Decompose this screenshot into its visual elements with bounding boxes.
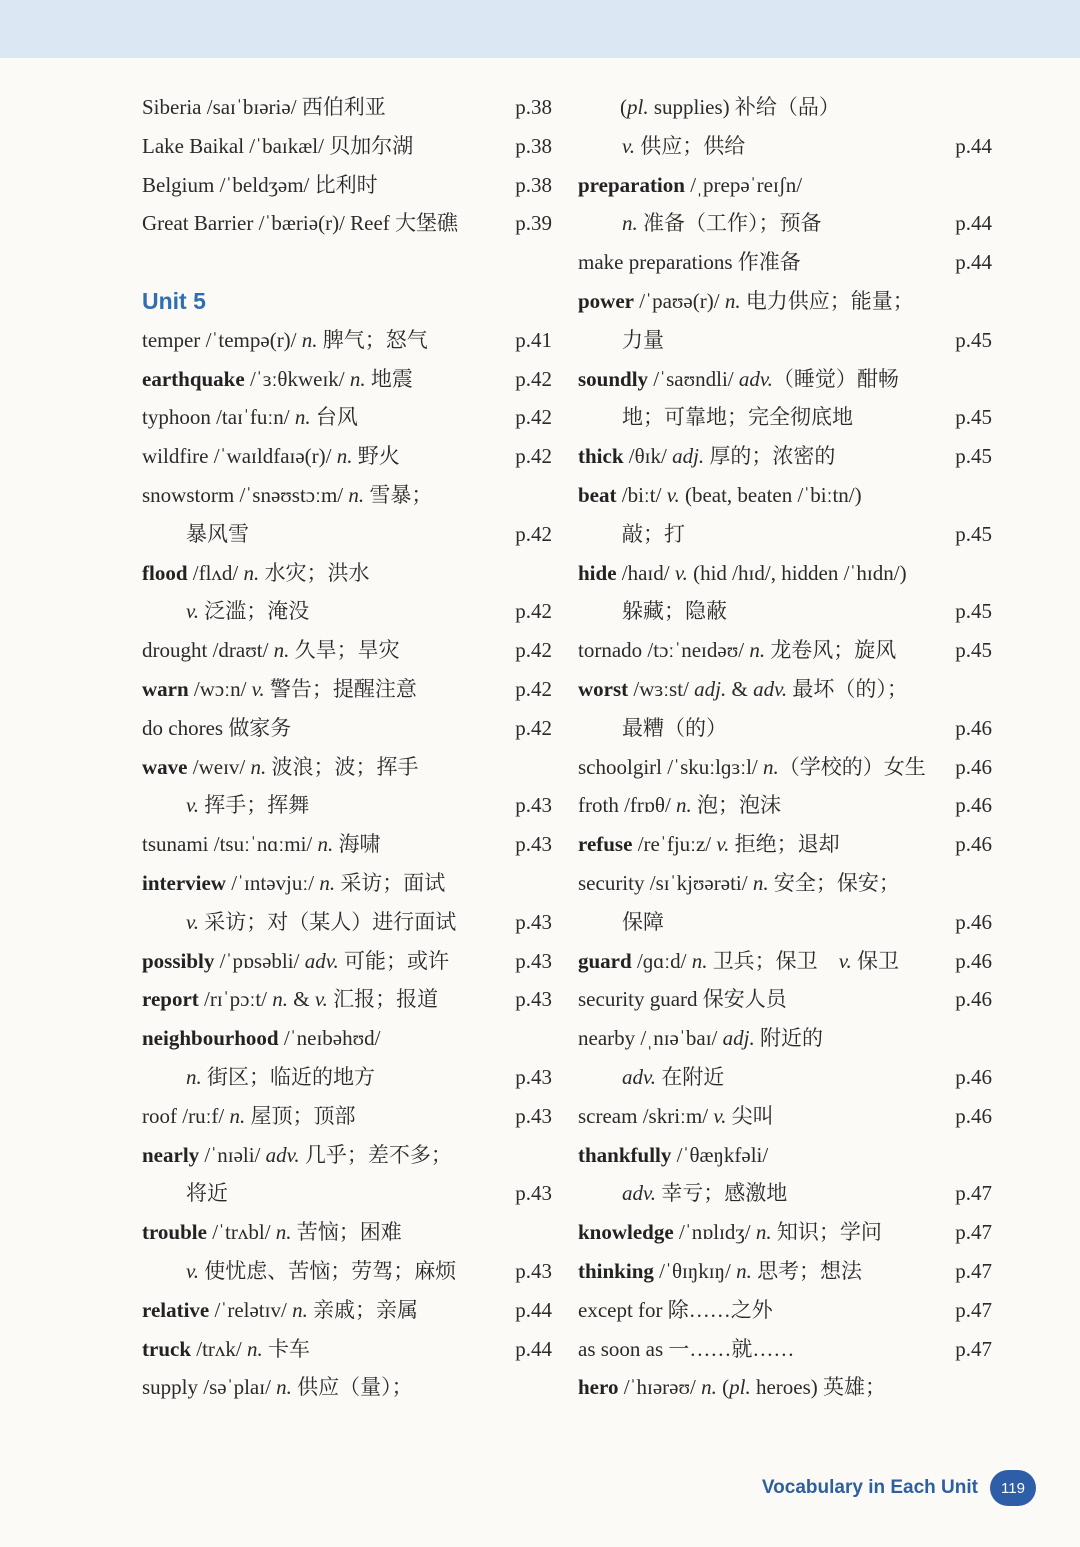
page-reference: p.45 — [955, 327, 992, 352]
vocab-line — [142, 864, 552, 903]
vocab-line — [578, 127, 992, 166]
vocab-entry-text: security /sɪˈkjʊərəti/ n. 安全；保安； — [578, 870, 900, 895]
headword: preparation — [578, 172, 685, 197]
page-reference: p.43 — [515, 909, 552, 934]
vocab-entry-text: 躲藏；隐蔽 — [622, 599, 727, 624]
vocab-line — [578, 88, 992, 127]
headword: supply — [142, 1375, 199, 1400]
page-reference: p.44 — [955, 250, 992, 275]
headword: earthquake — [142, 366, 245, 391]
vocab-line — [578, 204, 992, 243]
vocab-line — [142, 204, 552, 243]
headword: nearly — [142, 1142, 200, 1167]
headword: schoolgirl — [578, 754, 662, 779]
vocab-line — [578, 1291, 992, 1330]
vocab-line — [578, 476, 992, 515]
page-reference: p.47 — [955, 1181, 992, 1206]
vocab-entry-text: Siberia /saɪˈbɪəriə/ 西伯利亚 — [142, 95, 386, 119]
vocab-entry-text: soundly /ˈsaʊndli/ adv.（睡觉）酣畅 — [578, 366, 899, 391]
vocab-line — [578, 515, 992, 554]
vocab-line — [142, 1291, 552, 1330]
vocab-line — [142, 1174, 552, 1213]
headword: do chores — [142, 715, 224, 740]
vocab-entry-text: wave /weɪv/ n. 波浪；波；挥手 — [142, 754, 419, 779]
vocab-entry-text: report /rɪˈpɔːt/ n. & v. 汇报；报道 — [142, 987, 439, 1012]
vocab-line — [578, 709, 992, 748]
headword: thinking — [578, 1258, 654, 1283]
page-reference: p.42 — [515, 676, 552, 701]
vocab-entry-text: flood /flʌd/ n. 水灾；洪水 — [142, 560, 370, 585]
vocab-entry-text: adv. 在附近 — [622, 1064, 725, 1089]
page-reference: p.39 — [515, 211, 552, 236]
vocab-entry-text: except for 除……之外 — [578, 1297, 773, 1322]
vocab-entry-text: earthquake /ˈɜːθkweɪk/ n. 地震 — [142, 366, 413, 391]
vocab-entry-text: interview /ˈɪntəvjuː/ n. 采访；面试 — [142, 870, 446, 895]
headword: hide — [578, 560, 617, 585]
page-reference: p.42 — [515, 405, 552, 430]
top-color-band — [0, 0, 1080, 58]
vocab-line — [142, 1097, 552, 1136]
vocab-entry-text: hide /haɪd/ v. (hid /hɪd/, hidden /ˈhɪdn/) — [578, 560, 907, 585]
vocab-entry-text: snowstorm /ˈsnəʊstɔːm/ n. 雪暴； — [142, 482, 433, 507]
page-reference: p.46 — [955, 948, 992, 973]
headword: refuse — [578, 832, 633, 857]
headword: froth — [578, 793, 619, 818]
vocab-entry-text: 暴风雪 — [186, 521, 249, 546]
vocab-entry-text: v. 挥手；挥舞 — [186, 793, 310, 818]
vocab-line — [142, 88, 552, 127]
vocab-entry-text: neighbourhood /ˈneɪbəhʊd/ — [142, 1026, 381, 1051]
headword: soundly — [578, 366, 649, 391]
vocab-line — [578, 592, 992, 631]
vocab-line — [142, 825, 552, 864]
page-reference: p.46 — [955, 987, 992, 1012]
vocab-line — [578, 1368, 992, 1407]
vocab-line — [578, 980, 992, 1019]
page-reference: p.43 — [515, 1181, 552, 1206]
vocab-line — [578, 360, 992, 399]
vocab-entry-text: n. 街区；临近的地方 — [186, 1064, 375, 1089]
vocab-entry-text: tsunami /tsuːˈnɑːmi/ n. 海啸 — [142, 832, 381, 857]
headword: report — [142, 987, 199, 1012]
vocab-entry-text: v. 供应；供给 — [622, 133, 746, 158]
vocab-line — [578, 1252, 992, 1291]
page-reference: p.46 — [955, 1064, 992, 1089]
vocab-line — [578, 825, 992, 864]
vocab-line — [578, 1330, 992, 1369]
vocab-entry-text: 敲；打 — [622, 521, 685, 546]
vocab-line — [578, 321, 992, 360]
page-reference: p.47 — [955, 1258, 992, 1283]
page-reference: p.44 — [955, 133, 992, 158]
headword: scream — [578, 1103, 638, 1128]
page-reference: p.46 — [955, 754, 992, 779]
vocab-line — [142, 554, 552, 593]
vocab-entry-text: thankfully /ˈθæŋkfəli/ — [578, 1142, 769, 1167]
page-reference: p.47 — [955, 1297, 992, 1322]
vocab-entry-text: thinking /ˈθɪŋkɪŋ/ n. 思考；想法 — [578, 1258, 863, 1283]
headword: snowstorm — [142, 482, 235, 507]
headword: wave — [142, 754, 188, 779]
page-reference: p.42 — [515, 521, 552, 546]
headword: guard — [578, 948, 632, 973]
vocab-line — [142, 980, 552, 1019]
vocab-line — [142, 1368, 552, 1407]
vocab-line — [578, 631, 992, 670]
spacer — [142, 243, 552, 282]
page-reference: p.45 — [955, 638, 992, 663]
headword: possibly — [142, 948, 215, 973]
page-footer — [762, 1468, 1036, 1508]
vocab-line — [142, 127, 552, 166]
vocab-entry-text: beat /biːt/ v. (beat, beaten /ˈbiːtn/) — [578, 482, 862, 507]
vocab-entry-text: nearly /ˈnɪəli/ adv. 几乎；差不多； — [142, 1142, 452, 1167]
vocab-line — [142, 942, 552, 981]
page-reference: p.38 — [515, 172, 552, 197]
vocab-entry-text: v. 泛滥；淹没 — [186, 599, 310, 624]
vocab-line — [142, 670, 552, 709]
vocab-line — [142, 1136, 552, 1175]
vocab-entry-text: refuse /reˈfjuːz/ v. 拒绝；退却 — [578, 832, 840, 857]
vocab-line — [142, 360, 552, 399]
vocab-entry-text: relative /ˈrelətɪv/ n. 亲戚；亲属 — [142, 1297, 419, 1322]
vocab-line — [578, 398, 992, 437]
vocab-entry-text: n. 准备（工作）；预备 — [622, 211, 822, 236]
headword: except for — [578, 1297, 663, 1322]
vocab-line — [142, 786, 552, 825]
vocab-entry-text: tornado /tɔːˈneɪdəʊ/ n. 龙卷风；旋风 — [578, 638, 897, 663]
unit-heading — [142, 282, 552, 321]
page-reference: p.46 — [955, 909, 992, 934]
vocab-line — [142, 166, 552, 205]
headword: make preparations — [578, 250, 733, 275]
vocab-entry-text: preparation /ˌprepəˈreɪʃn/ — [578, 172, 803, 197]
headword: drought — [142, 638, 208, 663]
page-reference: p.45 — [955, 521, 992, 546]
vocab-line — [578, 437, 992, 476]
vocab-entry-text: v. 使忧虑、苦恼；劳驾；麻烦 — [186, 1258, 457, 1283]
vocab-line — [142, 1252, 552, 1291]
vocab-line — [578, 166, 992, 205]
page-reference: p.46 — [955, 1103, 992, 1128]
page-reference: p.44 — [515, 1336, 552, 1361]
vocab-entry-text: Belgium /ˈbeldʒəm/ 比利时 — [142, 172, 378, 197]
vocab-entry-text: (pl. supplies) 补给（品） — [620, 95, 840, 119]
headword: truck — [142, 1336, 191, 1361]
headword: interview — [142, 870, 226, 895]
vocab-line — [142, 1019, 552, 1058]
page-reference: p.43 — [515, 1103, 552, 1128]
vocab-entry-text: thick /θɪk/ adj. 厚的；浓密的 — [578, 444, 836, 469]
vocab-entry-text: warn /wɔːn/ v. 警告；提醒注意 — [142, 676, 417, 701]
page-reference: p.38 — [515, 95, 552, 119]
page-reference: p.45 — [955, 405, 992, 430]
headword: typhoon — [142, 405, 211, 430]
page-reference: p.42 — [515, 444, 552, 469]
vocab-line — [578, 748, 992, 787]
vocab-entry-text: froth /frɒθ/ n. 泡；泡沫 — [578, 793, 782, 818]
vocab-line — [578, 1019, 992, 1058]
vocab-entry-text: Great Barrier /ˈbæriə(r)/ Reef 大堡礁 — [142, 211, 459, 236]
page-reference: p.46 — [955, 832, 992, 857]
vocab-entry-text: schoolgirl /ˈskuːlɡɜːl/ n.（学校的）女生 — [578, 754, 926, 779]
page-reference: p.38 — [515, 133, 552, 158]
vocabulary-column-left — [142, 88, 552, 1407]
vocab-line — [142, 709, 552, 748]
vocab-entry-text: as soon as 一……就…… — [578, 1336, 795, 1361]
page-reference: p.43 — [515, 832, 552, 857]
headword: trouble — [142, 1220, 207, 1245]
headword: power — [578, 288, 634, 313]
vocab-entry-text: security guard 保安人员 — [578, 987, 787, 1012]
vocab-entry-text: guard /ɡɑːd/ n. 卫兵；保卫 v. 保卫 — [578, 948, 899, 973]
vocab-entry-text: possibly /ˈpɒsəbli/ adv. 可能；或许 — [142, 948, 449, 973]
headword: worst — [578, 676, 629, 701]
vocab-line — [142, 398, 552, 437]
headword: neighbourhood — [142, 1026, 279, 1051]
vocab-entry-text: scream /skriːm/ v. 尖叫 — [578, 1103, 774, 1128]
headword: knowledge — [578, 1220, 674, 1245]
vocab-line — [142, 437, 552, 476]
headword: thankfully — [578, 1142, 672, 1167]
page-reference: p.42 — [515, 366, 552, 391]
headword: beat — [578, 482, 617, 507]
vocab-entry-text: 最糟（的） — [622, 715, 727, 740]
vocab-line — [578, 1174, 992, 1213]
page-reference: p.42 — [515, 599, 552, 624]
vocab-line — [578, 282, 992, 321]
page-number-badge: 119 — [990, 1470, 1036, 1506]
vocab-line — [142, 321, 552, 360]
vocab-entry-text: power /ˈpaʊə(r)/ n. 电力供应；能量； — [578, 288, 914, 313]
vocab-line — [142, 631, 552, 670]
vocab-line — [578, 1097, 992, 1136]
headword: tsunami — [142, 832, 209, 857]
vocab-entry-text: 力量 — [622, 327, 664, 352]
vocab-line — [578, 554, 992, 593]
vocab-entry-text: temper /ˈtempə(r)/ n. 脾气；怒气 — [142, 327, 428, 352]
headword: roof — [142, 1103, 177, 1128]
vocab-entry-text: trouble /ˈtrʌbl/ n. 苦恼；困难 — [142, 1220, 402, 1245]
vocab-entry-text: supply /səˈplaɪ/ n. 供应（量）； — [142, 1375, 413, 1400]
vocab-line — [142, 476, 552, 515]
headword: nearby — [578, 1026, 636, 1051]
page-reference: p.46 — [955, 793, 992, 818]
page-reference: p.46 — [955, 715, 992, 740]
vocab-line — [142, 903, 552, 942]
page-reference: p.43 — [515, 1064, 552, 1089]
headword: tornado — [578, 638, 643, 663]
vocab-entry-text: Lake Baikal /ˈbaɪkæl/ 贝加尔湖 — [142, 133, 414, 158]
vocab-line — [578, 786, 992, 825]
page-reference: p.41 — [515, 327, 552, 352]
page-reference: p.45 — [955, 444, 992, 469]
page-reference: p.44 — [515, 1297, 552, 1322]
vocabulary-column-right — [578, 88, 992, 1407]
vocab-line — [578, 670, 992, 709]
vocab-entry-text: hero /ˈhɪərəʊ/ n. (pl. heroes) 英雄； — [578, 1375, 887, 1400]
page-reference: p.47 — [955, 1336, 992, 1361]
unit-title: Unit 5 — [142, 287, 206, 314]
vocab-line — [578, 1136, 992, 1175]
vocab-entry-text: roof /ruːf/ n. 屋顶；顶部 — [142, 1103, 356, 1128]
vocab-line — [578, 243, 992, 282]
page-reference: p.42 — [515, 638, 552, 663]
vocab-entry-text: knowledge /ˈnɒlɪdʒ/ n. 知识；学问 — [578, 1220, 882, 1245]
headword: hero — [578, 1375, 619, 1400]
page-reference: p.44 — [955, 211, 992, 236]
vocab-line — [578, 1058, 992, 1097]
vocab-entry-text: nearby /ˌnɪəˈbaɪ/ adj. 附近的 — [578, 1026, 823, 1051]
page-reference: p.42 — [515, 715, 552, 740]
vocab-line — [578, 864, 992, 903]
vocab-entry-text: 地；可靠地；完全彻底地 — [622, 405, 853, 430]
headword: warn — [142, 676, 189, 701]
headword: temper — [142, 327, 201, 352]
vocab-entry-text: do chores 做家务 — [142, 715, 292, 740]
vocab-line — [578, 1213, 992, 1252]
page-reference: p.45 — [955, 599, 992, 624]
vocab-entry-text: typhoon /taɪˈfuːn/ n. 台风 — [142, 405, 358, 430]
page-reference: p.43 — [515, 987, 552, 1012]
vocab-line — [142, 1058, 552, 1097]
headword: as soon as — [578, 1336, 664, 1361]
headword: thick — [578, 444, 624, 469]
headword: security guard — [578, 987, 698, 1012]
vocab-entry-text: truck /trʌk/ n. 卡车 — [142, 1336, 310, 1361]
footer-title: Vocabulary in Each Unit — [761, 1477, 978, 1498]
headword: wildfire — [142, 444, 209, 469]
vocab-entry-text: adv. 幸亏；感激地 — [622, 1181, 788, 1206]
vocab-line — [142, 592, 552, 631]
vocab-entry-text: drought /draʊt/ n. 久旱；旱灾 — [142, 638, 400, 663]
headword: flood — [142, 560, 188, 585]
vocab-line — [142, 1213, 552, 1252]
vocab-entry-text: 将近 — [186, 1181, 228, 1206]
vocab-entry-text: wildfire /ˈwaɪldfaɪə(r)/ n. 野火 — [142, 444, 400, 469]
headword: relative — [142, 1297, 210, 1322]
page-reference: p.43 — [515, 948, 552, 973]
page-reference: p.43 — [515, 793, 552, 818]
headword: security — [578, 870, 645, 895]
vocab-entry-text: worst /wɜːst/ adj. & adv. 最坏（的）； — [578, 676, 908, 701]
vocab-line — [142, 1330, 552, 1369]
page-reference: p.47 — [955, 1220, 992, 1245]
vocab-line — [142, 748, 552, 787]
vocab-entry-text: make preparations 作准备 — [578, 250, 801, 275]
vocab-line — [142, 515, 552, 554]
vocab-line — [578, 942, 992, 981]
vocab-line — [578, 903, 992, 942]
vocab-entry-text: 保障 — [622, 909, 664, 934]
page-reference: p.43 — [515, 1258, 552, 1283]
vocab-entry-text: v. 采访；对（某人）进行面试 — [186, 909, 457, 934]
